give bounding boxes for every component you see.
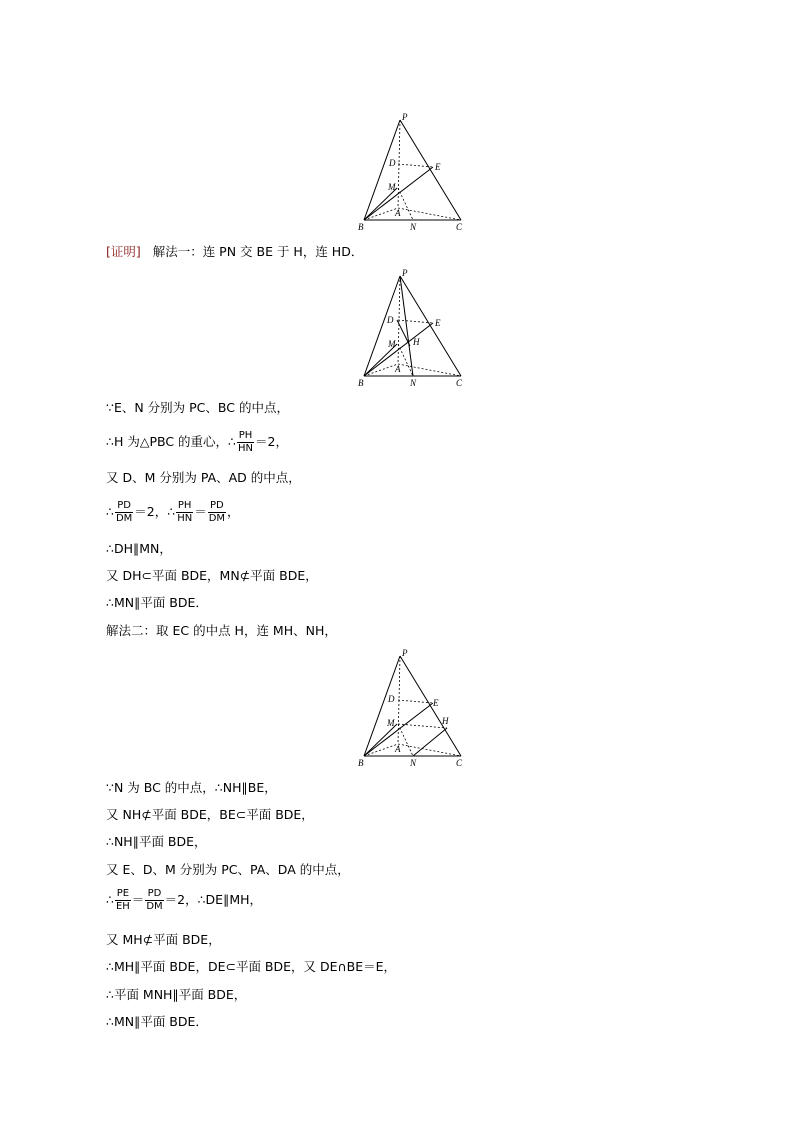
proof1-line-7: ∴MN∥平面 BDE． — [106, 595, 208, 610]
proof2-line-5: ∴ $\frac{PE}{EH}$ ＝ $\frac{PD}{DM}$ ＝2，∴DE∥MH， — [106, 888, 263, 912]
proof2-line-4: 又 E、D、M 分别为 PC、PA、DA 的中点， — [106, 862, 350, 877]
proof2-line-3: ∴NH∥平面 BDE， — [106, 834, 207, 849]
fraction: $\frac{PD}{DM}$ — [208, 500, 226, 524]
label-M: M — [387, 718, 395, 728]
figure-1 — [355, 112, 470, 237]
label-P: P — [402, 268, 408, 278]
fraction: $\frac{PH}{HN}$ — [177, 500, 193, 524]
figure-3 — [355, 648, 470, 773]
label-D: D — [389, 158, 396, 168]
label-N: N — [410, 758, 417, 768]
label-B: B — [358, 378, 364, 388]
method2-intro: 解法二：取 EC 的中点 H，连 MH、NH， — [106, 623, 337, 638]
label-D: D — [388, 694, 395, 704]
fraction: $\frac{PD}{DM}$ — [146, 888, 163, 912]
proof1-line-5: ∴DH∥MN， — [106, 541, 172, 556]
label-C: C — [456, 378, 463, 388]
pyramid-diagram-method1 — [355, 268, 470, 393]
label-N: N — [410, 222, 417, 232]
label-D: D — [387, 315, 394, 325]
pyramid-diagram-method2 — [355, 648, 470, 773]
proof-tag: [证明] — [106, 244, 141, 259]
label-C: C — [456, 222, 463, 232]
label-A: A — [395, 744, 401, 754]
label-B: B — [358, 758, 364, 768]
label-B: B — [358, 222, 364, 232]
proof1-line-1: ∵E、N 分别为 PC、BC 的中点， — [106, 400, 289, 415]
method1-intro: 解法一：连 PN 交 BE 于 H，连 HD． — [152, 244, 364, 259]
fraction: $\frac{PD}{DM}$ — [115, 500, 133, 524]
label-E: E — [433, 698, 439, 708]
proof2-line-2: 又 NH⊄平面 BDE，BE⊂平面 BDE， — [106, 807, 314, 822]
label-H: H — [442, 716, 449, 726]
proof1-line-2: ∴H 为△PBC 的重心，∴ $\frac{PH}{HN}$ ＝2， — [106, 430, 288, 454]
label-P: P — [402, 648, 408, 658]
label-M: M — [388, 339, 396, 349]
fraction: $\frac{PH}{HN}$ — [238, 430, 253, 454]
proof1-line-4: ∴ $\frac{PD}{DM}$ ＝2，∴ $\frac{PH}{HN}$ ＝ $\frac{PD}{DM}$ ， — [106, 500, 240, 524]
label-A: A — [395, 364, 401, 374]
label-E: E — [435, 162, 441, 172]
proof1-line-3: 又 D、M 分别为 PA、AD 的中点， — [106, 470, 301, 485]
proof2-line-6: 又 MH⊄平面 BDE， — [106, 932, 221, 947]
label-E: E — [435, 318, 441, 328]
fraction: $\frac{PE}{EH}$ — [115, 888, 130, 912]
label-N: N — [410, 378, 417, 388]
label-A: A — [395, 208, 401, 218]
proof2-line-1: ∵N 为 BC 的中点，∴NH∥BE， — [106, 780, 277, 795]
figure-2 — [355, 268, 470, 393]
proof2-line-7: ∴MH∥平面 BDE，DE⊂平面 BDE，又 DE∩BE＝E， — [106, 959, 397, 974]
label-H: H — [413, 337, 420, 347]
proof1-line-6: 又 DH⊂平面 BDE，MN⊄平面 BDE， — [106, 568, 318, 583]
label-P: P — [402, 112, 408, 122]
label-C: C — [456, 758, 463, 768]
pyramid-diagram — [355, 112, 470, 237]
proof2-line-8: ∴平面 MNH∥平面 BDE， — [106, 987, 247, 1002]
method1-intro-line — [106, 244, 363, 260]
label-M: M — [388, 182, 396, 192]
proof2-line-9: ∴MN∥平面 BDE． — [106, 1014, 208, 1029]
